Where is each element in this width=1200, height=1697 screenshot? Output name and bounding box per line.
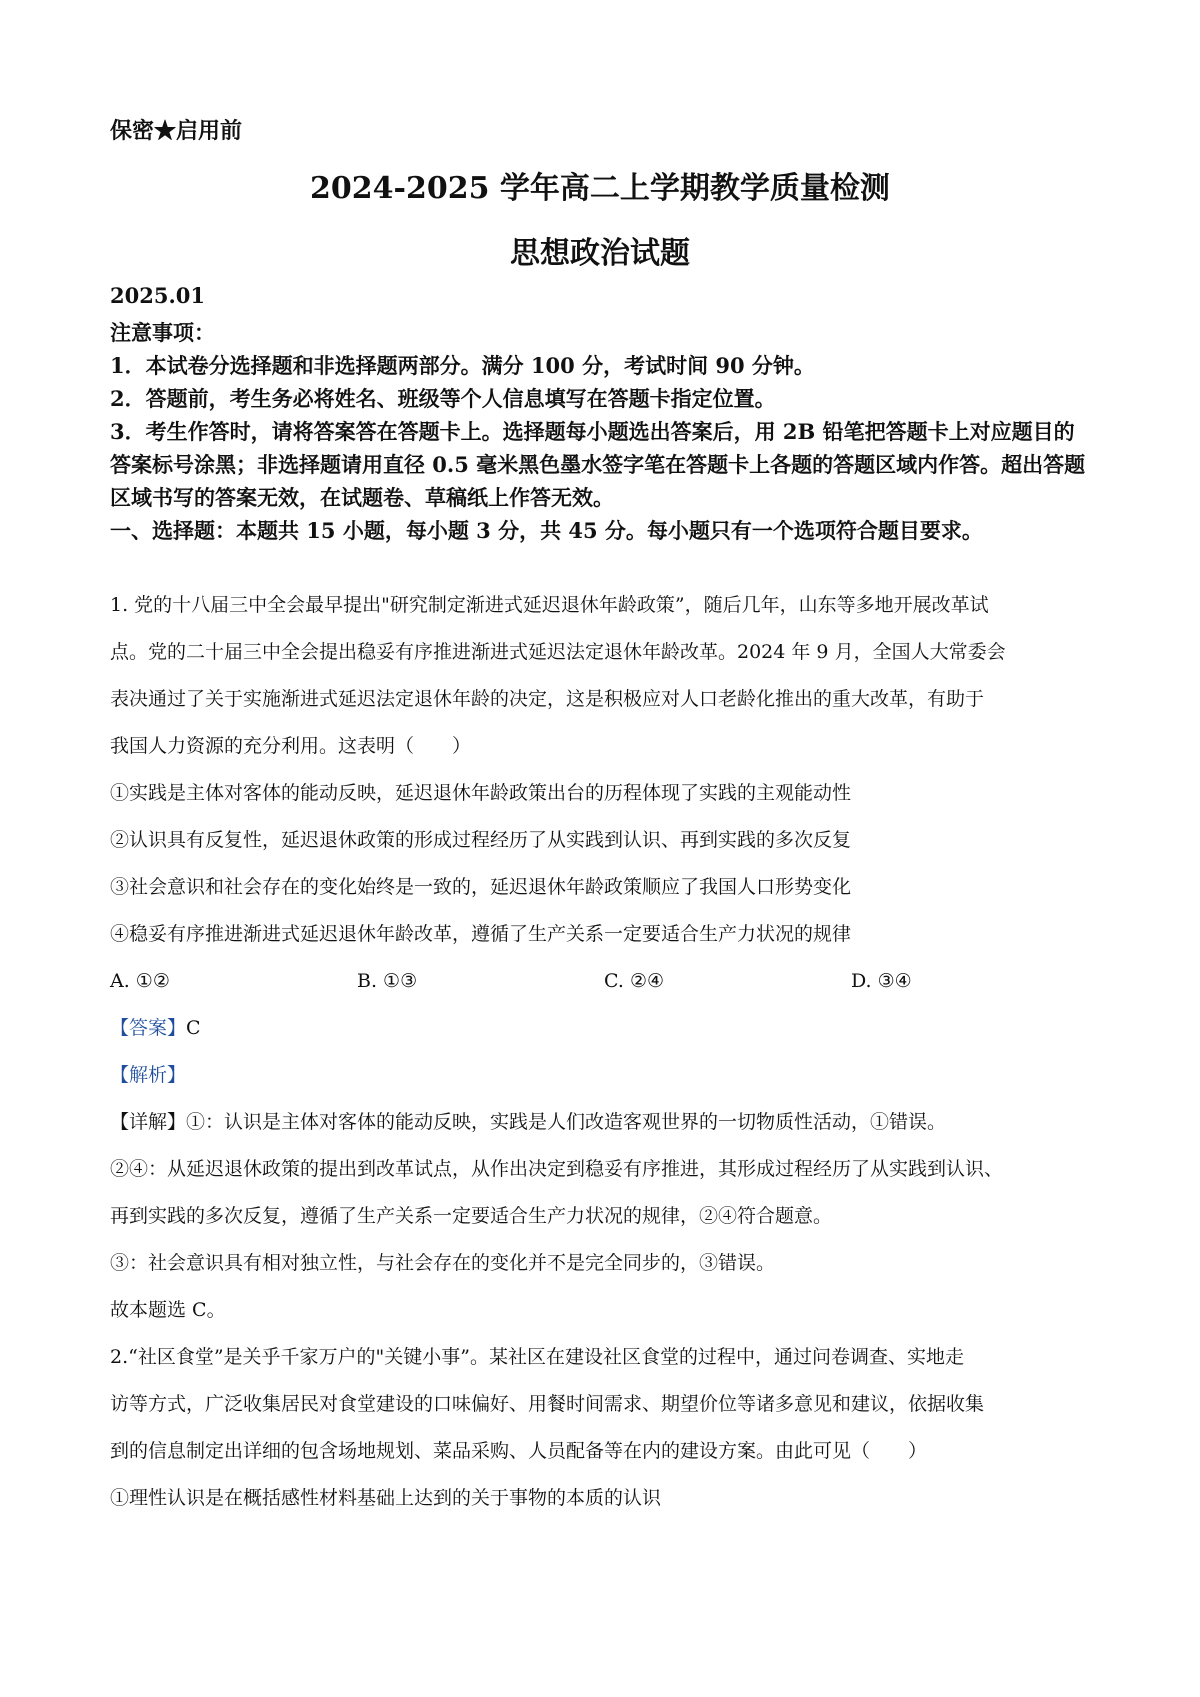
answer-value: C: [186, 1017, 201, 1039]
option-b: B. ①③: [357, 970, 418, 992]
notice-heading: 注意事项：: [110, 320, 215, 345]
q1-stem-line: 1. 党的十八届三中全会最早提出"研究制定渐进式延迟退休年龄政策”，随后几年，山东等多地开展改革试: [110, 594, 989, 616]
option-a: A. ①②: [110, 970, 170, 992]
answer-label: 【答案】: [110, 1017, 187, 1039]
q1-stem-line: 点。党的二十届三中全会提出稳妥有序推进渐进式延迟法定退休年龄改革。2024 年 9 月，全国人大常委会: [110, 641, 1006, 663]
q1-stem-line: 表决通过了关于实施渐进式延迟法定退休年龄的决定，这是积极应对人口老龄化推出的重大改革，有助于: [110, 688, 985, 710]
q2-stem-line: 访等方式，广泛收集居民对食堂建设的口味偏好、用餐时间需求、期望价位等诸多意见和建议，依据收集: [110, 1393, 985, 1415]
subject-title: 思想政治试题: [510, 236, 690, 271]
q2-stem-line: 2.“社区食堂”是关乎千家万户的"关键小事”。某社区在建设社区食堂的过程中，通过问卷调查、实地走: [110, 1346, 965, 1368]
exam-date: 2025.01: [110, 283, 205, 308]
analysis-label: 【解析】: [110, 1064, 187, 1086]
q1-stem-line: 我国人力资源的充分利用。这表明（ ）: [110, 735, 472, 757]
section-heading: 一、选择题：本题共 15 小题，每小题 3 分，共 45 分。每小题只有一个选项符合题目要求。: [110, 518, 983, 543]
notice-item: 3．考生作答时，请将答案答在答题卡上。选择题每小题选出答案后，用 2B 铅笔把答题卡上对应题目的答案标号涂黑；非选择题请用直径 0.5 毫米黑色墨水签字笔在答题卡上各题的答题区域内作答。超出答题区域书写的答案无效，在试题卷、草稿纸上作答无效。: [110, 419, 1086, 510]
option-d: D. ③④: [851, 970, 912, 992]
notice-item: 1．本试卷分选择题和非选择题两部分。满分 100 分，考试时间 90 分钟。: [110, 353, 815, 378]
q1-statement: ①实践是主体对客体的能动反映，延迟退休年龄政策出台的历程体现了实践的主观能动性: [110, 782, 852, 804]
notice-section: [110, 316, 1095, 547]
exam-title: 2024-2025 学年高二上学期教学质量检测: [310, 171, 890, 206]
confidential-label: 保密★启用前: [110, 118, 243, 144]
q1-statement: ④稳妥有序推进渐进式延迟退休年龄改革，遵循了生产关系一定要适合生产力状况的规律: [110, 923, 852, 945]
q1-statement: ②认识具有反复性，延迟退休政策的形成过程经历了从实践到认识、再到实践的多次反复: [110, 829, 852, 851]
q1-statement: ③社会意识和社会存在的变化始终是一致的，延迟退休年龄政策顺应了我国人口形势变化: [110, 876, 852, 898]
option-c: C. ②④: [604, 970, 665, 992]
q1-options: [110, 958, 1100, 1005]
q2-statement: ①理性认识是在概括感性材料基础上达到的关于事物的本质的认识: [110, 1487, 662, 1509]
notice-item: 2．答题前，考生务必将姓名、班级等个人信息填写在答题卡指定位置。: [110, 386, 776, 411]
q1-detail-line: 再到实践的多次反复，遵循了生产关系一定要适合生产力状况的规律，②④符合题意。: [110, 1205, 833, 1227]
q1-detail-line: ②④：从延迟退休政策的提出到改革试点，从作出决定到稳妥有序推进，其形成过程经历了从实践到认识、: [110, 1158, 1004, 1180]
q2-stem-line: 到的信息制定出详细的包含场地规划、菜品采购、人员配备等在内的建设方案。由此可见（ ）: [110, 1440, 928, 1462]
questions: [110, 582, 1100, 1522]
q1-detail-line: 【详解】①：认识是主体对客体的能动反映，实践是人们改造客观世界的一切物质性活动，①错误。: [110, 1111, 947, 1133]
q1-detail-line: 故本题选 C。: [110, 1299, 226, 1321]
q1-answer: [110, 1005, 1100, 1052]
q1-detail-line: ③：社会意识具有相对独立性，与社会存在的变化并不是完全同步的，③错误。: [110, 1252, 776, 1274]
